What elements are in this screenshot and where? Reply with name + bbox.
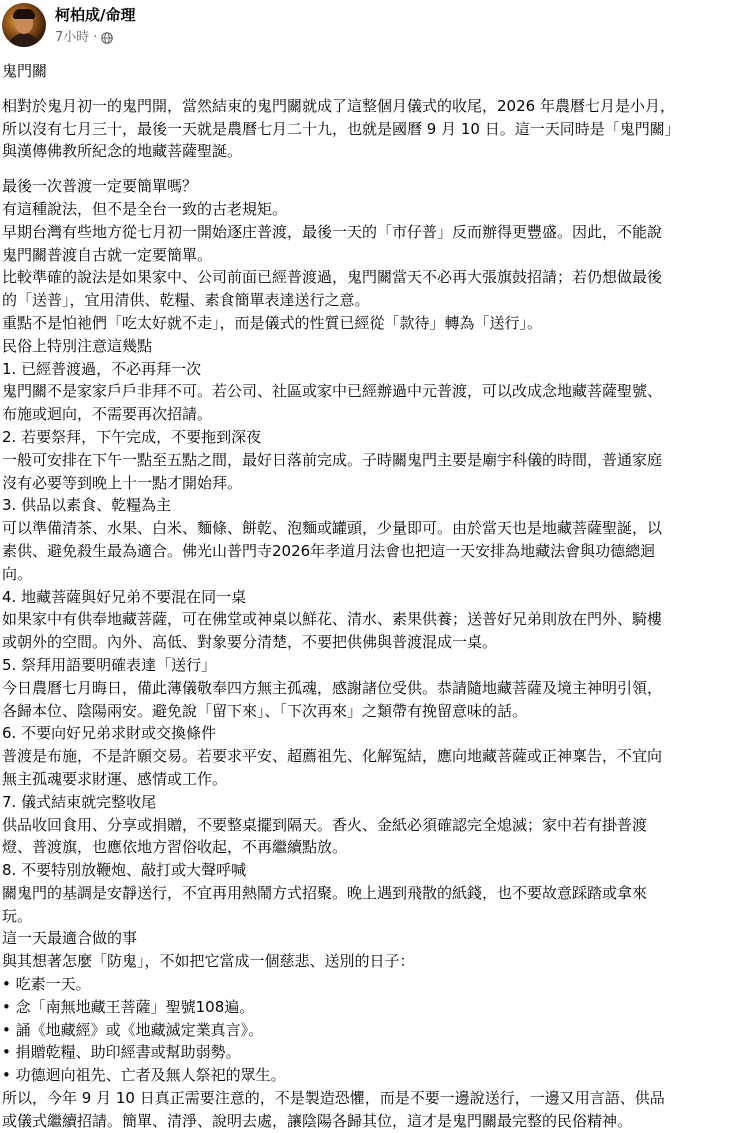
post-text-line: 早期台灣有些地方從七月初一開始逐庄普渡，最後一天的「市仔普」反而辦得更豐盛。因此，不能說 [2, 222, 663, 241]
post-body [2, 60, 742, 1133]
post-text-line: 供品收回食用、分享或捐贈，不要整桌擺到隔天。香火、金紙必須確認完全熄滅；家中若有掛普渡 [2, 815, 648, 834]
post-text-line: 3. 供品以素食、乾糧為主 [2, 496, 172, 515]
post-text-line: 與漢傳佛教所紀念的地藏菩薩聖誕。 [2, 142, 243, 161]
post-text-line: 有這種說法，但不是全台一致的古老規矩。 [2, 199, 288, 218]
post-time[interactable]: 7小時 [55, 30, 90, 45]
post-text-line: 重點不是怕祂們「吃太好就不走」，而是儀式的性質已經從「款待」轉為「送行」。 [2, 313, 543, 332]
post-text-line: • 吃素一天。 [2, 975, 91, 994]
paragraph-gap [2, 163, 742, 175]
post-text-line: 關鬼門的基調是安靜送行，不宜再用熱鬧方式招聚。晚上遇到飛散的紙錢，也不要故意踩踏或拿來 [2, 883, 648, 902]
post-text-line: 或儀式繼續招請。簡單、清淨、說明去處，讓陰陽各歸其位，這才是鬼門關最完整的民俗精神。 [2, 1111, 633, 1130]
post-text-line: • 念「南無地藏王菩薩」聖號108遍。 [2, 997, 255, 1016]
post-text-line: • 誦《地藏經》或《地藏滅定業真言》。 [2, 1020, 264, 1039]
post-text-line: 玩。 [2, 906, 33, 925]
post-text-line: 相對於鬼月初一的鬼門開，當然結束的鬼門關就成了這整個月儀式的收尾，2026 年農曆七月是小月， [2, 96, 675, 115]
globe-icon[interactable] [101, 32, 113, 44]
post-text-line: 各歸本位、陰陽兩安。避免說「留下來」、「下次再來」之類帶有挽留意味的話。 [2, 701, 528, 720]
post-text-line: 或朝外的空間。內外、高低、對象要分清楚，不要把供佛與普渡混成一桌。 [2, 633, 498, 652]
author-name[interactable]: 柯柏成/命理 [55, 6, 136, 24]
post-text-line: 一般可安排在下午一點至五點之間，最好日落前完成。子時關鬼門主要是廟宇科儀的時間，普通家庭 [2, 450, 663, 469]
post-text-line: 素供、避免殺生最為適合。佛光山普門寺2026年孝道月法會也把這一天安排為地藏法會與功德總迴 [2, 541, 656, 560]
post-text-line: 鬼門關 [2, 62, 48, 80]
post-text-line: 燈、普渡旗，也應依地方習俗收起，不再繼續點放。 [2, 838, 348, 857]
post-text-line: 8. 不要特別放鞭炮、敲打或大聲呼喊 [2, 861, 247, 880]
post-text-line: 今日農曆七月晦日，備此薄儀敬奉四方無主孤魂，感謝諸位受供。恭請隨地藏菩薩及境主神明引領， [2, 678, 663, 697]
post-text-line: • 功德迴向祖先、亡者及無人祭祀的眾生。 [2, 1066, 286, 1085]
paragraph-gap [2, 83, 742, 95]
post-text-line: 鬼門關不是家家戶戶非拜不可。若公司、社區或家中已經辦過中元普渡，可以改成念地藏菩薩聖號、 [2, 382, 663, 401]
post-text-line: • 捐贈乾糧、助印經書或幫助弱勢。 [2, 1043, 241, 1062]
post-text-line: 5. 祭拜用語要明確表達「送行」 [2, 655, 217, 674]
post-header [0, 0, 746, 56]
post-text-line: 比較準確的說法是如果家中、公司前面已經普渡過，鬼門關當天不必再大張旗鼓招請；若仍想做最後 [2, 268, 663, 287]
post-text-line: 布施或迴向，不需要再次招請。 [2, 405, 213, 424]
post-text-line: 4. 地藏菩薩與好兄弟不要混在同一桌 [2, 587, 247, 606]
post-meta [55, 29, 113, 47]
post-text-line: 所以，今年 9 月 10 日真正需要注意的，不是製造恐懼，而是不要一邊說送行，一邊又用言語、供品 [2, 1089, 665, 1108]
post-text-line: 鬼門關普渡自古就一定要簡單。 [2, 245, 213, 264]
post-text-line: 2. 若要祭拜，下午完成，不要拖到深夜 [2, 427, 262, 446]
avatar[interactable] [2, 3, 46, 47]
post-text-line: 向。 [2, 564, 33, 583]
post-text-line: 所以沒有七月三十，最後一天就是農曆七月二十九，也就是國曆 9 月 10 日。這一天同時是「鬼門關」 [2, 119, 680, 138]
post-text-line: 普渡是布施，不是許願交易。若要求平安、超薦祖先、化解冤結，應向地藏菩薩或正神稟告，不宜向 [2, 747, 663, 766]
post-text-line: 的「送普」，宜用清供、乾糧、素食簡單表達送行之意。 [2, 291, 370, 310]
post-text-line: 6. 不要向好兄弟求財或交換條件 [2, 724, 217, 743]
post-text-line: 沒有必要等到晚上十一點才開始拜。 [2, 473, 243, 492]
post-text-line: 最後一次普渡一定要簡單嗎？ [2, 177, 198, 196]
post-text-line: 1. 已經普渡過，不必再拜一次 [2, 359, 202, 378]
post-text-line: 與其想著怎麼「防鬼」，不如把它當成一個慈悲、送別的日子： [2, 952, 415, 971]
post-text-line: 這一天最適合做的事 [2, 929, 138, 948]
post-text-line: 無主孤魂要求財運、感情或工作。 [2, 769, 228, 788]
meta-separator: · [93, 30, 98, 45]
post-text-line: 如果家中有供奉地藏菩薩，可在佛堂或神桌以鮮花、清水、素果供養；送普好兄弟則放在門外、騎樓 [2, 610, 663, 629]
post-text-line: 可以準備清茶、水果、白米、麵條、餅乾、泡麵或罐頭，少量即可。由於當天也是地藏菩薩聖誕，以 [2, 519, 663, 538]
post-text-line: 民俗上特別注意這幾點 [2, 336, 153, 355]
post-text-line: 7. 儀式結束就完整收尾 [2, 792, 157, 811]
